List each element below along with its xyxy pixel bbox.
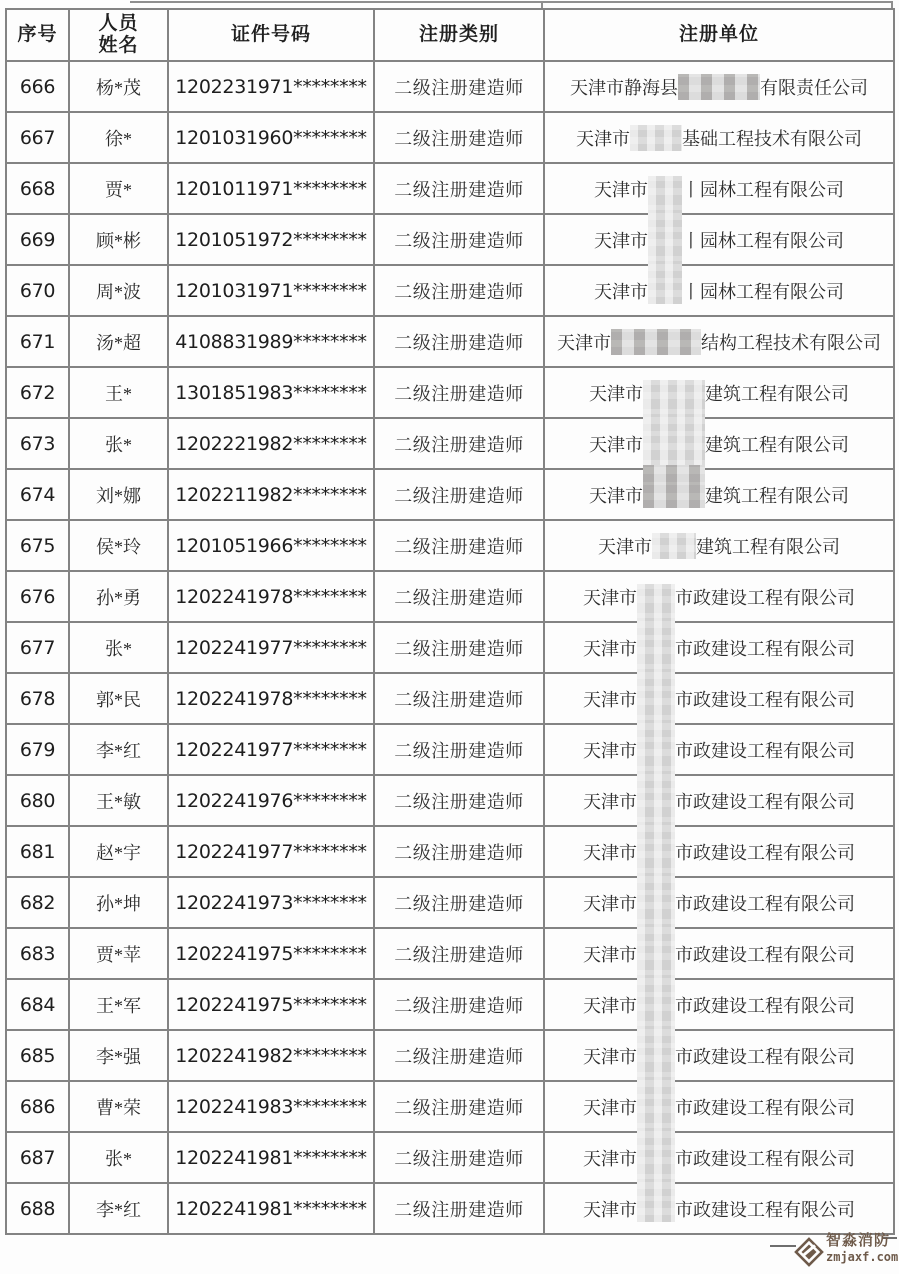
unit-suffix: 市政建设工程有限公司 [675, 944, 855, 965]
cell-registration-category: 二级注册建造师 [374, 469, 544, 520]
cell-id-number: 1202211982******** [168, 469, 374, 520]
cell-id-number: 1202241975******** [168, 928, 374, 979]
cell-id-number: 1301851983******** [168, 367, 374, 418]
unit-suffix: 有限责任公司 [760, 77, 868, 98]
unit-prefix: 天津市 [589, 485, 643, 506]
cell-id-number: 1202221982******** [168, 418, 374, 469]
unit-text [545, 329, 893, 355]
cell-id-number: 1201031960******** [168, 112, 374, 163]
watermark-left-line [770, 1245, 796, 1247]
unit-text [545, 125, 893, 151]
unit-prefix: 天津市 [594, 179, 648, 200]
cell-registration-category: 二级注册建造师 [374, 571, 544, 622]
cell-serial-number: 685 [6, 1030, 69, 1081]
unit-text [545, 380, 893, 406]
unit-suffix: 建筑工程有限公司 [705, 434, 849, 455]
cell-registration-unit [544, 724, 894, 775]
table-row [6, 418, 894, 469]
table-body [6, 61, 894, 1234]
cell-serial-number: 666 [6, 61, 69, 112]
cell-registration-category: 二级注册建造师 [374, 1132, 544, 1183]
cell-id-number: 1202241982******** [168, 1030, 374, 1081]
table-row [6, 520, 894, 571]
table-row [6, 265, 894, 316]
redaction-blur [648, 227, 682, 253]
cell-registration-category: 二级注册建造师 [374, 163, 544, 214]
unit-text [545, 1043, 893, 1069]
cell-registration-unit [544, 673, 894, 724]
unit-text [545, 992, 893, 1018]
cell-id-number: 1202241976******** [168, 775, 374, 826]
unit-suffix: 丨园林工程有限公司 [682, 230, 844, 251]
watermark-brand-text: 智淼消防 [826, 1232, 891, 1249]
unit-prefix: 天津市 [594, 230, 648, 251]
cell-serial-number: 684 [6, 979, 69, 1030]
unit-suffix: 市政建设工程有限公司 [675, 1148, 855, 1169]
cell-registration-unit [544, 1132, 894, 1183]
table-row [6, 571, 894, 622]
cell-id-number: 1201031971******** [168, 265, 374, 316]
redaction-blur [652, 533, 696, 559]
cell-serial-number: 681 [6, 826, 69, 877]
cell-person-name: 赵*宇 [69, 826, 168, 877]
cell-id-number: 1202241983******** [168, 1081, 374, 1132]
cell-id-number: 1202241981******** [168, 1183, 374, 1234]
cell-person-name: 孙*坤 [69, 877, 168, 928]
cell-registration-category: 二级注册建造师 [374, 1183, 544, 1234]
redaction-blur [637, 584, 675, 610]
unit-text [545, 839, 893, 865]
table-row [6, 61, 894, 112]
cell-id-number: 1202231971******** [168, 61, 374, 112]
cell-serial-number: 688 [6, 1183, 69, 1234]
cell-serial-number: 668 [6, 163, 69, 214]
unit-prefix: 天津市 [583, 638, 637, 659]
unit-suffix: 市政建设工程有限公司 [675, 689, 855, 710]
cell-person-name: 贾*苹 [69, 928, 168, 979]
unit-prefix: 天津市 [594, 281, 648, 302]
table-row [6, 622, 894, 673]
unit-prefix: 天津市 [583, 1148, 637, 1169]
cell-serial-number: 687 [6, 1132, 69, 1183]
unit-suffix: 建筑工程有限公司 [696, 536, 840, 557]
unit-prefix: 天津市 [583, 893, 637, 914]
cell-person-name: 王* [69, 367, 168, 418]
unit-text [545, 737, 893, 763]
redaction-blur [678, 74, 760, 100]
unit-text [545, 635, 893, 661]
cell-serial-number: 671 [6, 316, 69, 367]
cell-registration-unit [544, 877, 894, 928]
unit-text [545, 176, 893, 202]
cell-registration-category: 二级注册建造师 [374, 520, 544, 571]
unit-prefix: 天津市 [583, 1046, 637, 1067]
cell-registration-unit [544, 1081, 894, 1132]
header-person-name [69, 9, 168, 61]
cell-serial-number: 682 [6, 877, 69, 928]
header-person-name-line1: 人员 [98, 13, 139, 35]
redaction-blur [648, 176, 682, 202]
cell-id-number: 1202241977******** [168, 826, 374, 877]
unit-text [545, 431, 893, 457]
watermark-site-text: zmjaxf.com [826, 1250, 899, 1264]
cell-id-number: 1202241978******** [168, 571, 374, 622]
unit-suffix: 市政建设工程有限公司 [675, 1199, 855, 1220]
unit-suffix: 市政建设工程有限公司 [675, 587, 855, 608]
cell-registration-unit [544, 367, 894, 418]
cell-registration-category: 二级注册建造师 [374, 673, 544, 724]
unit-suffix: 市政建设工程有限公司 [675, 740, 855, 761]
header-person-name-line2: 姓名 [98, 35, 139, 56]
cell-serial-number: 686 [6, 1081, 69, 1132]
unit-prefix: 天津市 [583, 995, 637, 1016]
header-registration-unit: 注册单位 [544, 9, 894, 61]
cell-person-name: 周*波 [69, 265, 168, 316]
cell-person-name: 杨*茂 [69, 61, 168, 112]
cell-registration-category: 二级注册建造师 [374, 418, 544, 469]
unit-prefix: 天津市 [583, 740, 637, 761]
unit-suffix: 建筑工程有限公司 [705, 485, 849, 506]
cell-serial-number: 670 [6, 265, 69, 316]
cell-serial-number: 673 [6, 418, 69, 469]
cell-registration-category: 二级注册建造师 [374, 316, 544, 367]
cell-registration-unit [544, 112, 894, 163]
cell-person-name: 张* [69, 1132, 168, 1183]
cell-registration-unit [544, 1030, 894, 1081]
unit-text [545, 941, 893, 967]
cell-id-number: 1202241977******** [168, 724, 374, 775]
cell-serial-number: 669 [6, 214, 69, 265]
redaction-blur [643, 482, 705, 508]
cell-registration-category: 二级注册建造师 [374, 61, 544, 112]
redaction-blur [637, 686, 675, 712]
table-row [6, 469, 894, 520]
unit-suffix: 基础工程技术有限公司 [682, 128, 862, 149]
cell-registration-unit [544, 418, 894, 469]
cell-registration-unit [544, 265, 894, 316]
cell-person-name: 刘*娜 [69, 469, 168, 520]
previous-row-remnant-stub [891, 1, 893, 8]
unit-prefix: 天津市静海县 [570, 77, 678, 98]
unit-text [545, 584, 893, 610]
table-row [6, 826, 894, 877]
unit-prefix: 天津市 [598, 536, 652, 557]
unit-text [545, 278, 893, 304]
cell-registration-category: 二级注册建造师 [374, 979, 544, 1030]
unit-suffix: 结构工程技术有限公司 [701, 332, 881, 353]
cell-serial-number: 679 [6, 724, 69, 775]
unit-prefix: 天津市 [583, 587, 637, 608]
unit-suffix: 市政建设工程有限公司 [675, 995, 855, 1016]
header-row [6, 9, 894, 61]
cell-registration-category: 二级注册建造师 [374, 265, 544, 316]
table-row [6, 163, 894, 214]
redaction-blur [643, 431, 705, 457]
redaction-blur [637, 788, 675, 814]
cell-person-name: 孙*勇 [69, 571, 168, 622]
cell-registration-category: 二级注册建造师 [374, 214, 544, 265]
cell-registration-category: 二级注册建造师 [374, 112, 544, 163]
table-row [6, 979, 894, 1030]
cell-registration-unit [544, 979, 894, 1030]
unit-prefix: 天津市 [557, 332, 611, 353]
unit-prefix: 天津市 [589, 383, 643, 404]
cell-registration-category: 二级注册建造师 [374, 724, 544, 775]
redaction-blur [637, 1094, 675, 1120]
unit-prefix: 天津市 [576, 128, 630, 149]
cell-person-name: 贾* [69, 163, 168, 214]
cell-serial-number: 680 [6, 775, 69, 826]
cell-id-number: 1201051966******** [168, 520, 374, 571]
cell-person-name: 李*红 [69, 724, 168, 775]
unit-text [545, 1145, 893, 1171]
unit-text [545, 1196, 893, 1222]
cell-person-name: 王*军 [69, 979, 168, 1030]
watermark [770, 1232, 897, 1272]
cell-registration-unit [544, 469, 894, 520]
unit-suffix: 丨园林工程有限公司 [682, 281, 844, 302]
cell-person-name: 顾*彬 [69, 214, 168, 265]
cell-serial-number: 667 [6, 112, 69, 163]
cell-registration-category: 二级注册建造师 [374, 928, 544, 979]
table-row [6, 316, 894, 367]
table-row [6, 673, 894, 724]
cell-person-name: 侯*玲 [69, 520, 168, 571]
unit-prefix: 天津市 [583, 1097, 637, 1118]
cell-id-number: 1201011971******** [168, 163, 374, 214]
cell-id-number: 1202241973******** [168, 877, 374, 928]
cell-registration-category: 二级注册建造师 [374, 1030, 544, 1081]
redaction-blur [637, 635, 675, 661]
unit-prefix: 天津市 [583, 791, 637, 812]
unit-prefix: 天津市 [583, 944, 637, 965]
cell-serial-number: 677 [6, 622, 69, 673]
redaction-blur [637, 941, 675, 967]
unit-text [545, 686, 893, 712]
cell-serial-number: 672 [6, 367, 69, 418]
cell-serial-number: 678 [6, 673, 69, 724]
table-row [6, 214, 894, 265]
table-row [6, 724, 894, 775]
cell-serial-number: 676 [6, 571, 69, 622]
redaction-blur [643, 380, 705, 406]
table-row [6, 1183, 894, 1234]
redaction-blur [637, 737, 675, 763]
unit-prefix: 天津市 [583, 689, 637, 710]
unit-suffix: 丨园林工程有限公司 [682, 179, 844, 200]
cell-registration-category: 二级注册建造师 [374, 775, 544, 826]
unit-prefix: 天津市 [583, 842, 637, 863]
redaction-blur [637, 890, 675, 916]
cell-person-name: 汤*超 [69, 316, 168, 367]
cell-person-name: 李*强 [69, 1030, 168, 1081]
unit-suffix: 市政建设工程有限公司 [675, 842, 855, 863]
cell-registration-unit [544, 316, 894, 367]
cell-registration-unit [544, 775, 894, 826]
table-row [6, 367, 894, 418]
redaction-blur [637, 1043, 675, 1069]
cell-person-name: 李*红 [69, 1183, 168, 1234]
unit-text [545, 890, 893, 916]
cell-person-name: 郭*民 [69, 673, 168, 724]
cell-id-number: 1201051972******** [168, 214, 374, 265]
cell-registration-category: 二级注册建造师 [374, 877, 544, 928]
unit-suffix: 市政建设工程有限公司 [675, 1046, 855, 1067]
redaction-blur [611, 329, 701, 355]
cell-registration-unit [544, 826, 894, 877]
table-row [6, 877, 894, 928]
watermark-logo-icon [794, 1237, 824, 1267]
unit-text [545, 533, 893, 559]
cell-person-name: 徐* [69, 112, 168, 163]
previous-row-remnant-stub [541, 1, 543, 8]
redaction-blur [637, 992, 675, 1018]
cell-id-number: 1202241978******** [168, 673, 374, 724]
cell-person-name: 张* [69, 622, 168, 673]
cell-serial-number: 674 [6, 469, 69, 520]
cell-id-number: 4108831989******** [168, 316, 374, 367]
header-registration-category: 注册类别 [374, 9, 544, 61]
header-serial: 序号 [6, 9, 69, 61]
redaction-blur [637, 1145, 675, 1171]
registration-table [5, 8, 895, 1235]
unit-text [545, 74, 893, 100]
unit-suffix: 市政建设工程有限公司 [675, 791, 855, 812]
table-row [6, 112, 894, 163]
table-row [6, 928, 894, 979]
cell-person-name: 张* [69, 418, 168, 469]
cell-registration-unit [544, 61, 894, 112]
redaction-blur [637, 1196, 675, 1222]
cell-id-number: 1202241977******** [168, 622, 374, 673]
cell-registration-category: 二级注册建造师 [374, 367, 544, 418]
header-id-number: 证件号码 [168, 9, 374, 61]
unit-suffix: 市政建设工程有限公司 [675, 893, 855, 914]
redaction-blur [648, 278, 682, 304]
unit-text [545, 1094, 893, 1120]
cell-registration-category: 二级注册建造师 [374, 1081, 544, 1132]
cell-registration-category: 二级注册建造师 [374, 622, 544, 673]
cell-registration-unit [544, 928, 894, 979]
unit-suffix: 建筑工程有限公司 [705, 383, 849, 404]
cell-registration-unit [544, 520, 894, 571]
table-row [6, 775, 894, 826]
cell-serial-number: 683 [6, 928, 69, 979]
table-row [6, 1030, 894, 1081]
redaction-blur [637, 839, 675, 865]
cell-registration-unit [544, 1183, 894, 1234]
table-row [6, 1132, 894, 1183]
cell-person-name: 曹*荣 [69, 1081, 168, 1132]
cell-serial-number: 675 [6, 520, 69, 571]
unit-suffix: 市政建设工程有限公司 [675, 638, 855, 659]
unit-suffix: 市政建设工程有限公司 [675, 1097, 855, 1118]
cell-person-name: 王*敏 [69, 775, 168, 826]
cell-registration-unit [544, 622, 894, 673]
unit-text [545, 788, 893, 814]
unit-prefix: 天津市 [583, 1199, 637, 1220]
cell-registration-category: 二级注册建造师 [374, 826, 544, 877]
cell-id-number: 1202241975******** [168, 979, 374, 1030]
cell-id-number: 1202241981******** [168, 1132, 374, 1183]
cell-registration-unit [544, 571, 894, 622]
cell-registration-unit [544, 214, 894, 265]
cell-registration-unit [544, 163, 894, 214]
previous-row-remnant-line [130, 1, 893, 3]
redaction-blur [630, 125, 682, 151]
unit-text [545, 227, 893, 253]
unit-prefix: 天津市 [589, 434, 643, 455]
table-row [6, 1081, 894, 1132]
unit-text [545, 482, 893, 508]
